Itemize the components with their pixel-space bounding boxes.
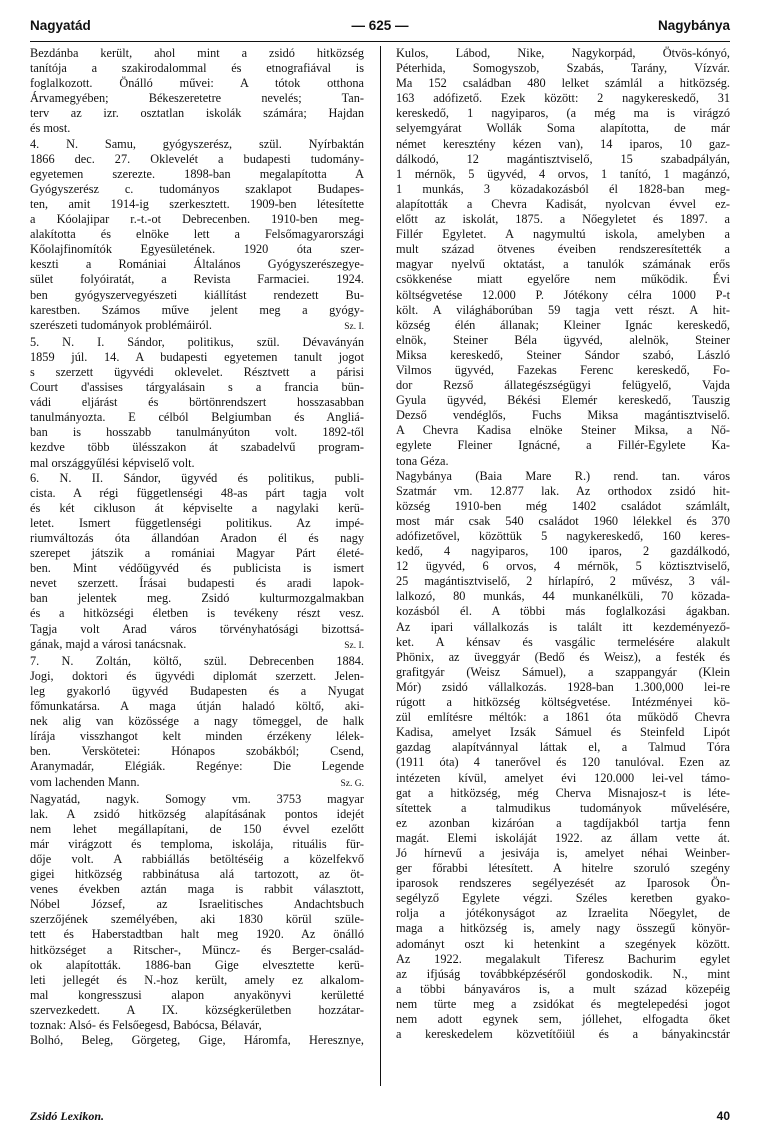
line-text: alapították a Chevra Kadisát, nyolcvan évvel ez- bbox=[396, 196, 730, 211]
text-line bbox=[396, 635, 730, 650]
line-text: és most. bbox=[30, 121, 71, 136]
line-text: 12 ügyvéd, 6 orvos, 4 mérnök, 5 köztisztviselő, bbox=[396, 559, 730, 574]
line-text: költségvetése 12.000 P. Jótékony célra 1000 P-t bbox=[396, 287, 730, 302]
text-line bbox=[396, 318, 730, 333]
line-text: ten, amit 1914-ig szerkesztett. 1909-ben létesítette bbox=[30, 196, 364, 211]
text-line bbox=[396, 695, 730, 710]
text-line bbox=[30, 335, 364, 350]
text-line bbox=[396, 1012, 730, 1027]
text-line bbox=[396, 665, 730, 680]
line-text: magyar nyelvű oktatást, a tanulók számának erős bbox=[396, 257, 730, 272]
text-line bbox=[396, 921, 730, 936]
line-text: mal országgyűlési képviselő volt. bbox=[30, 455, 195, 470]
line-text: kezdve több ülésszakon át szabadelvű program- bbox=[30, 440, 364, 455]
text-line bbox=[396, 937, 730, 952]
text-line bbox=[396, 137, 730, 152]
text-line bbox=[396, 257, 730, 272]
text-line bbox=[30, 822, 364, 837]
line-text: vádi eljárást és börtönrendszert hosszasabban bbox=[30, 395, 364, 410]
line-text: Gyógyszerész c. tudományos szaklapot Budapes- bbox=[30, 181, 364, 196]
text-line bbox=[396, 348, 730, 363]
text-line bbox=[396, 650, 730, 665]
text-line bbox=[30, 943, 364, 958]
line-text: főmunkatársa. A maga útján haladó költő, aki- bbox=[30, 699, 364, 714]
text-line bbox=[396, 288, 730, 303]
text-line bbox=[396, 620, 730, 635]
line-text: karestben. Számos műve jelent meg a gyógy- bbox=[30, 302, 364, 317]
text-line bbox=[396, 76, 730, 91]
text-line bbox=[396, 589, 730, 604]
text-line bbox=[396, 61, 730, 76]
line-text: Vilmos ügyvéd, Fazekas Ferenc kereskedő, Fo- bbox=[396, 362, 730, 377]
text-line bbox=[30, 121, 364, 136]
text-line bbox=[396, 423, 730, 438]
text-line bbox=[30, 257, 364, 272]
text-line bbox=[396, 982, 730, 997]
header-right-keyword: Nagybánya bbox=[657, 18, 730, 33]
text-line bbox=[396, 997, 730, 1012]
text-line bbox=[30, 591, 364, 606]
text-line bbox=[396, 952, 730, 967]
text-line bbox=[30, 46, 364, 61]
text-line bbox=[396, 514, 730, 529]
text-line bbox=[30, 471, 364, 486]
line-text: Court d'assises tárgyalásain s a francia bün- bbox=[30, 380, 364, 395]
text-line bbox=[30, 988, 364, 1003]
author-signature: Sz. I. bbox=[344, 640, 364, 651]
line-text: selyemgyárat Wollák Soma alapította, de már bbox=[396, 121, 730, 136]
text-line bbox=[30, 212, 364, 227]
text-line bbox=[396, 529, 730, 544]
text-line bbox=[30, 1018, 364, 1033]
line-text: már virágzott és temploma, iskolája, rituális für- bbox=[30, 836, 364, 851]
text-line bbox=[396, 559, 730, 574]
text-line bbox=[30, 91, 364, 106]
line-text: szerzőjének személyében, aki 1830 körül szüle- bbox=[30, 912, 364, 927]
line-text: 1 mérnök, 5 ügyvéd, 4 orvos, 1 tanító, 1 magánzó, bbox=[396, 166, 730, 181]
line-text: szerepet játszik a romániai Magyar Párt életé- bbox=[30, 546, 364, 561]
text-line bbox=[30, 197, 364, 212]
text-line bbox=[30, 792, 364, 807]
line-text: cista. A régi függetlenségi 48-as párt tagja volt bbox=[30, 485, 364, 500]
text-line bbox=[396, 786, 730, 801]
text-line bbox=[30, 318, 364, 335]
line-text: (1911 óta) 4 tanerővel és 120 tanulóval. Ezen az bbox=[396, 755, 730, 770]
text-line bbox=[396, 680, 730, 695]
text-line bbox=[396, 393, 730, 408]
line-text: maga a hitközség is, amely nagy összegű könyör- bbox=[396, 921, 730, 936]
line-text: község 1910-ben még 1402 családot számlált, bbox=[396, 498, 730, 513]
line-text: szervezkedett. A IX. községkerületben hozzátar- bbox=[30, 1002, 364, 1017]
text-line bbox=[396, 152, 730, 167]
line-text: nem lehet megállapítani, de 150 évvel ezelőtt bbox=[30, 821, 364, 836]
text-line bbox=[396, 544, 730, 559]
line-text: Miksa kereskedő, Steiner Sándor szabó, László bbox=[396, 347, 730, 362]
line-text: dálkodó, 12 magántisztviselő, 15 szabadpályán, bbox=[396, 151, 730, 166]
text-line bbox=[396, 801, 730, 816]
text-line bbox=[30, 852, 364, 867]
line-text: Aranymadár, Elégiák. Regénye: Die Legende bbox=[30, 759, 364, 774]
text-line bbox=[30, 167, 364, 182]
text-line bbox=[396, 363, 730, 378]
text-line bbox=[30, 137, 364, 152]
text-line bbox=[30, 350, 364, 365]
text-line bbox=[30, 425, 364, 440]
line-text: 1 munkás, 3 közadakozásból él 1828-ban meg- bbox=[396, 181, 730, 196]
line-text: leg gyakorló ügyvéd Budapesten és a Nyugat bbox=[30, 683, 364, 698]
footer-title: Zsidó Lexikon. bbox=[30, 1109, 104, 1123]
text-line bbox=[30, 516, 364, 531]
text-line bbox=[396, 303, 730, 318]
line-text: nem adott egynek sem, jóllehet, elfogadta őket bbox=[396, 1012, 730, 1026]
line-text: 7. N. Zoltán, költő, szül. Debrecenben 1884. bbox=[30, 653, 364, 668]
text-line bbox=[396, 212, 730, 227]
line-text: az ifjúság továbbképzéséről gondoskodik. N., mint bbox=[396, 966, 730, 981]
text-line bbox=[396, 227, 730, 242]
text-line bbox=[30, 699, 364, 714]
line-text: ban jelentek meg. Zsidó kulturmozgalmakban bbox=[30, 591, 364, 606]
line-text: gat a hitközség, még Cherva Misnajosz-t is léte- bbox=[396, 785, 730, 800]
text-line bbox=[30, 867, 364, 882]
line-text: mult század ötvenes éveiben rendszeresítették a bbox=[396, 242, 730, 257]
line-text: riumváltozás óta állandóan Aradon él és nagy bbox=[30, 531, 364, 545]
line-text: Az 1922. megalakult Tiferesz Bachurim egylet bbox=[396, 951, 730, 966]
footer-sheet-number: 40 bbox=[716, 1109, 730, 1123]
column-divider bbox=[380, 46, 381, 1086]
line-text: 6. N. II. Sándor, ügyvéd és politikus, publi- bbox=[30, 470, 364, 485]
line-text: a kereskedelem közvetítőiül és a bányakincstár bbox=[396, 1027, 730, 1042]
text-line bbox=[396, 46, 730, 61]
line-text: tona Géza. bbox=[396, 453, 449, 468]
line-text: Kulos, Lábod, Nike, Nagykorpád, Ötvös-kónyó, bbox=[396, 46, 730, 60]
text-line bbox=[30, 486, 364, 501]
line-text: segélyző Egylete végzi. Széles keretben gyako- bbox=[396, 891, 730, 906]
line-text: lírája visszhangot kelt minden érzékeny lélek- bbox=[30, 729, 364, 744]
text-line bbox=[396, 755, 730, 770]
page-footer bbox=[30, 1109, 730, 1127]
line-text: gazdag alapítvánnyal láttak el, a Talmud Tóra bbox=[396, 740, 730, 755]
line-text: sítettek a talmudikus tudományok művelésére, bbox=[396, 800, 730, 815]
line-text: ger főrabbi létesített. A hitelre szoruló szegény bbox=[396, 861, 730, 876]
line-text: kedő, 4 nagyiparos, 100 iparos, 2 gazdálkodó, bbox=[396, 544, 730, 559]
text-line bbox=[30, 837, 364, 852]
line-text: Szatmár vm. 12.877 lak. Az orthodox zsidó hit- bbox=[396, 483, 730, 498]
line-text: szerészeti tudományok problémáiról. bbox=[30, 317, 213, 332]
line-text: foglalkozott. Önálló művei: A tótok otthona bbox=[30, 76, 364, 91]
text-line bbox=[30, 501, 364, 516]
text-line bbox=[30, 807, 364, 822]
line-text: terv az izr. osztatlan iskolák számára; Hajdan bbox=[30, 106, 364, 121]
text-line bbox=[30, 365, 364, 380]
line-text: Árvamegyében; Békeszeretetre nevelés; Tan- bbox=[30, 91, 364, 106]
line-text: és a hitközségi életben is tevékeny részt vesz. bbox=[30, 606, 364, 621]
text-line bbox=[396, 333, 730, 348]
text-line bbox=[30, 561, 364, 576]
text-line bbox=[30, 227, 364, 242]
text-line bbox=[30, 882, 364, 897]
line-text: keszti a Romániai Általános Gyógyszerészegye- bbox=[30, 257, 364, 272]
text-line bbox=[396, 906, 730, 921]
line-text: sület folyóiratát, a Revista Farmaciei. 1924. bbox=[30, 272, 364, 287]
header-left-keyword: Nagyatád bbox=[30, 18, 91, 33]
text-line bbox=[30, 714, 364, 729]
line-text: dője volt. A rabbiállás betöltéséig a közelfekvő bbox=[30, 851, 364, 866]
text-line bbox=[396, 816, 730, 831]
line-text: 1866 dec. 27. Oklevelét a budapesti tudomány- bbox=[30, 151, 364, 166]
text-line bbox=[30, 958, 364, 973]
line-text: a Kóolajipar r.-t.-ot Debrecenben. 1910-ben meg- bbox=[30, 212, 364, 227]
line-text: Gyula ügyvéd, Békési Elemér kereskedő, Tauszig bbox=[396, 393, 730, 408]
line-text: a többi bányaváros is, a mult század közepéig bbox=[396, 981, 730, 996]
line-text: ez azonban kizáróan a tagdíjakból tartja fenn bbox=[396, 815, 730, 830]
line-text: venes években aztán maga is rabbit választott, bbox=[30, 882, 364, 897]
text-line bbox=[396, 91, 730, 106]
text-line bbox=[30, 440, 364, 455]
text-line bbox=[30, 410, 364, 425]
text-line bbox=[396, 469, 730, 484]
text-line bbox=[396, 121, 730, 136]
text-line bbox=[396, 771, 730, 786]
line-text: Nóbel József, az Israelitisches Andachtsbuch bbox=[30, 897, 364, 912]
text-line bbox=[30, 546, 364, 561]
line-text: Ma 152 családban 480 lelket számlál a hitközség. bbox=[396, 76, 730, 91]
line-text: község élén állanak; Kleiner Ignác kereskedő, bbox=[396, 317, 730, 332]
line-text: Jó hírnevű a jesivája is, amelyet néhai Weinber- bbox=[396, 845, 730, 860]
line-text: A Chevra Kadisa elnöke Steiner Miksa, a Nő- bbox=[396, 423, 730, 438]
line-text: s szerzett ügyvédi oklevelet. Résztvett a párisi bbox=[30, 364, 364, 379]
line-text: alakította és elnöke lett a Felsőmagyarországi bbox=[30, 227, 364, 242]
line-text: Nagyatád, nagyk. Somogy vm. 3753 magyar bbox=[30, 791, 364, 806]
text-line bbox=[396, 454, 730, 469]
line-text: gának, majd a városi tanácsnak. bbox=[30, 636, 187, 651]
text-line bbox=[396, 167, 730, 182]
page-header bbox=[30, 18, 730, 38]
line-text: vom lachenden Mann. bbox=[30, 774, 140, 789]
line-text: toznak: Alsó- és Felsőegesd, Babócsa, Bélavár, bbox=[30, 1018, 262, 1032]
text-line bbox=[30, 76, 364, 91]
text-line bbox=[30, 576, 364, 591]
line-text: előtt az iskolát, 1875. a Nőegyletet és 1897. a bbox=[396, 212, 730, 227]
line-text: nem türte meg a zsidókat és megtelepedési jogot bbox=[396, 996, 730, 1011]
author-signature: Sz. I. bbox=[344, 321, 364, 332]
text-line bbox=[396, 740, 730, 755]
line-text: nek alig van közössége a nagy tömeggel, de halk bbox=[30, 714, 364, 729]
text-line bbox=[30, 1003, 364, 1018]
line-text: 163 adófizető. Ezek között: 2 nagykereskedő, 31 bbox=[396, 91, 730, 106]
text-line bbox=[396, 242, 730, 257]
line-text: Bolhó, Beleg, Görgeteg, Gige, Háromfa, Heresznye, bbox=[30, 1033, 364, 1048]
text-line bbox=[396, 197, 730, 212]
line-text: rúgott a hitközség költségvetése. Intézményei kö- bbox=[396, 695, 730, 710]
line-text: költ. A világháborúban 59 tagja vett részt. A hit- bbox=[396, 302, 730, 317]
text-line bbox=[30, 152, 364, 167]
line-text: gigei hitközség rabbinátusa alá tartozott, az öt- bbox=[30, 867, 364, 882]
line-text: leti jellegét és N.-hoz került, amely ez alkalom- bbox=[30, 972, 364, 987]
text-line bbox=[30, 759, 364, 774]
text-line bbox=[396, 484, 730, 499]
line-text: nevet szerzett. Írásai budapesti és aradi lapok- bbox=[30, 576, 364, 591]
line-text: iparosok rendszeres segélyezését az Iparosok Ön- bbox=[396, 876, 730, 891]
line-text: most már csak 540 családot 1960 lélekkel és 370 bbox=[396, 513, 730, 528]
line-text: 4. N. Samu, gyógyszerész, szül. Nyírbaktán bbox=[30, 136, 364, 151]
line-text: elnök, Steiner Béla ügyvéd, alelnök, Steiner bbox=[396, 332, 730, 347]
line-text: ben. Verskötetei: Hónapos szobákból; Csend, bbox=[30, 744, 364, 759]
line-text: német keresztény kézen van), 14 iparos, 10 gaz- bbox=[396, 136, 730, 151]
line-text: ban is hosszabb tanulmányúton volt. 1892-től bbox=[30, 425, 364, 440]
line-text: egyetemen szerezte. 1898-ban megalapította A bbox=[30, 166, 364, 181]
text-line bbox=[396, 182, 730, 197]
text-line bbox=[30, 380, 364, 395]
text-line bbox=[396, 891, 730, 906]
line-text: Tagja volt Arad város törvényhatósági bizottsá- bbox=[30, 621, 364, 636]
line-text: kozásból él. A többi más foglalkozási ágakban. bbox=[396, 604, 730, 619]
line-text: mal kongresszusi alapon anyakönyvi kerületté bbox=[30, 987, 364, 1002]
line-text: Péterhida, Somogyszob, Szabás, Tarány, Vízvár. bbox=[396, 61, 730, 76]
left-column bbox=[30, 46, 364, 1048]
line-text: Jogi, doktori és ügyvédi diplomát szerzett. Jelen- bbox=[30, 668, 364, 683]
right-column bbox=[396, 46, 730, 1042]
line-text: 5. N. I. Sándor, politikus, szül. Dévaványán bbox=[30, 334, 364, 349]
header-rule bbox=[30, 41, 730, 42]
author-signature: Sz. G. bbox=[340, 778, 364, 789]
text-line bbox=[30, 927, 364, 942]
line-text: Kőolajfinomítók Egyesületének. 1920 óta szer- bbox=[30, 242, 364, 257]
line-text: lak. A zsidó hitközség alapításának pontos idejét bbox=[30, 806, 364, 821]
line-text: Kadisa, amelyet Izsák Sámuel és Steinfeld Lipót bbox=[396, 725, 730, 740]
text-line bbox=[396, 438, 730, 453]
line-text: dor Rezső állategészségügyi felügyelő, Vajda bbox=[396, 378, 730, 393]
text-line bbox=[396, 272, 730, 287]
line-text: egylete Fleiner Ignácné, a Fillér-Egylete Ka- bbox=[396, 438, 730, 453]
text-line bbox=[30, 272, 364, 287]
text-line bbox=[396, 378, 730, 393]
line-text: Mór) zsidó vállalkozás. 1928-ban 1.300,000 lei-re bbox=[396, 679, 730, 694]
text-line bbox=[396, 876, 730, 891]
text-line bbox=[30, 973, 364, 988]
text-line bbox=[396, 725, 730, 740]
line-text: ben gyógyszervegyészeti kiállítást rendezett Bu- bbox=[30, 287, 364, 302]
line-text: és két cikluson át képviselte a nagylaki kerü- bbox=[30, 500, 364, 515]
line-text: magát. Elemi iskoláját 1922. az állam vette át. bbox=[396, 830, 730, 845]
text-line bbox=[30, 744, 364, 759]
text-line bbox=[396, 710, 730, 725]
line-text: Fillér Egyletet. A nagymultú iskola, amelyben a bbox=[396, 227, 730, 242]
line-text: grafitgyár (Weisz Sámuel), a szappangyár (Klein bbox=[396, 664, 730, 679]
text-line bbox=[30, 106, 364, 121]
text-line bbox=[30, 303, 364, 318]
text-line bbox=[396, 408, 730, 423]
line-text: ket. A kénsav és vasgálic termelésére alakult bbox=[396, 634, 730, 649]
text-line bbox=[30, 669, 364, 684]
line-text: 25 magántisztviselő, 2 hírlapíró, 2 művész, 3 vál- bbox=[396, 574, 730, 589]
line-text: intézeten kívül, amelyet évi 120.000 lei-vel támo- bbox=[396, 770, 730, 785]
line-text: rolja a jótékonyságot az Izraelita Nőegylet, de bbox=[396, 906, 730, 921]
line-text: letet. Ismert függetlenségi politikus. Az impé- bbox=[30, 515, 364, 530]
line-text: csökkenése miatt egyelőre nem működik. Évi bbox=[396, 272, 730, 287]
text-line bbox=[30, 1033, 364, 1048]
text-line bbox=[30, 395, 364, 410]
line-text: Nagybánya (Baia Mare R.) rend. tan. város bbox=[396, 468, 730, 483]
line-text: adományt oszt ki hetenkint a szegények között. bbox=[396, 936, 730, 951]
line-text: tett és Haberstadtban halt meg 1920. Az önálló bbox=[30, 927, 364, 942]
line-text: tanítója a szakirodalommal és etnografiával is bbox=[30, 61, 364, 76]
text-line bbox=[30, 61, 364, 76]
text-line bbox=[30, 622, 364, 637]
text-line bbox=[396, 106, 730, 121]
text-line bbox=[30, 912, 364, 927]
text-line bbox=[396, 967, 730, 982]
line-text: Az ipari vállalkozás is talált itt kezdeményező- bbox=[396, 619, 730, 634]
line-text: adófizetővel, közöttük 5 nagykereskedő, 160 keres- bbox=[396, 529, 730, 543]
line-text: hitközséget a Ritscher-, Müncz- és Berger-család- bbox=[30, 942, 364, 957]
text-line bbox=[396, 831, 730, 846]
text-line bbox=[396, 574, 730, 589]
line-text: tanulmányozta. E célból Belgiumban és Angliá- bbox=[30, 410, 364, 425]
text-line bbox=[30, 654, 364, 669]
text-line bbox=[396, 1027, 730, 1042]
text-line bbox=[30, 637, 364, 654]
line-text: Dezső vendéglős, Fuchs Miksa magántisztviselő. bbox=[396, 408, 730, 423]
line-text: ben. Mint védőügyvéd és publicista is ismert bbox=[30, 561, 364, 576]
line-text: Phönix, az üveggyár (Bedő és Weisz), a festék és bbox=[396, 649, 730, 664]
line-text: 1859 júl. 14. A budapesti egyetemen tanult jogot bbox=[30, 349, 364, 364]
text-line bbox=[30, 684, 364, 699]
text-line bbox=[30, 606, 364, 621]
page-number: — 625 — bbox=[351, 18, 409, 33]
text-line bbox=[30, 456, 364, 471]
text-line bbox=[30, 288, 364, 303]
text-line bbox=[30, 729, 364, 744]
line-text: lalkozó, 80 munkás, 44 munkanélküli, 70 közada- bbox=[396, 589, 730, 604]
text-line bbox=[30, 182, 364, 197]
text-line bbox=[30, 775, 364, 792]
text-line bbox=[30, 242, 364, 257]
text-line bbox=[396, 846, 730, 861]
text-line bbox=[396, 604, 730, 619]
line-text: zül említésre méltók: a 1861 óta működő Chevra bbox=[396, 710, 730, 725]
text-line bbox=[396, 499, 730, 514]
line-text: kereskedő, 1 nagyiparos, (a még ma is virágzó bbox=[396, 106, 730, 121]
text-line bbox=[30, 897, 364, 912]
text-line bbox=[30, 531, 364, 546]
line-text: ok alapították. 1886-ban Gige elvesztette kerü- bbox=[30, 957, 364, 972]
line-text: Bezdánba került, ahol mint a zsidó hitközség bbox=[30, 46, 364, 60]
text-line bbox=[396, 861, 730, 876]
